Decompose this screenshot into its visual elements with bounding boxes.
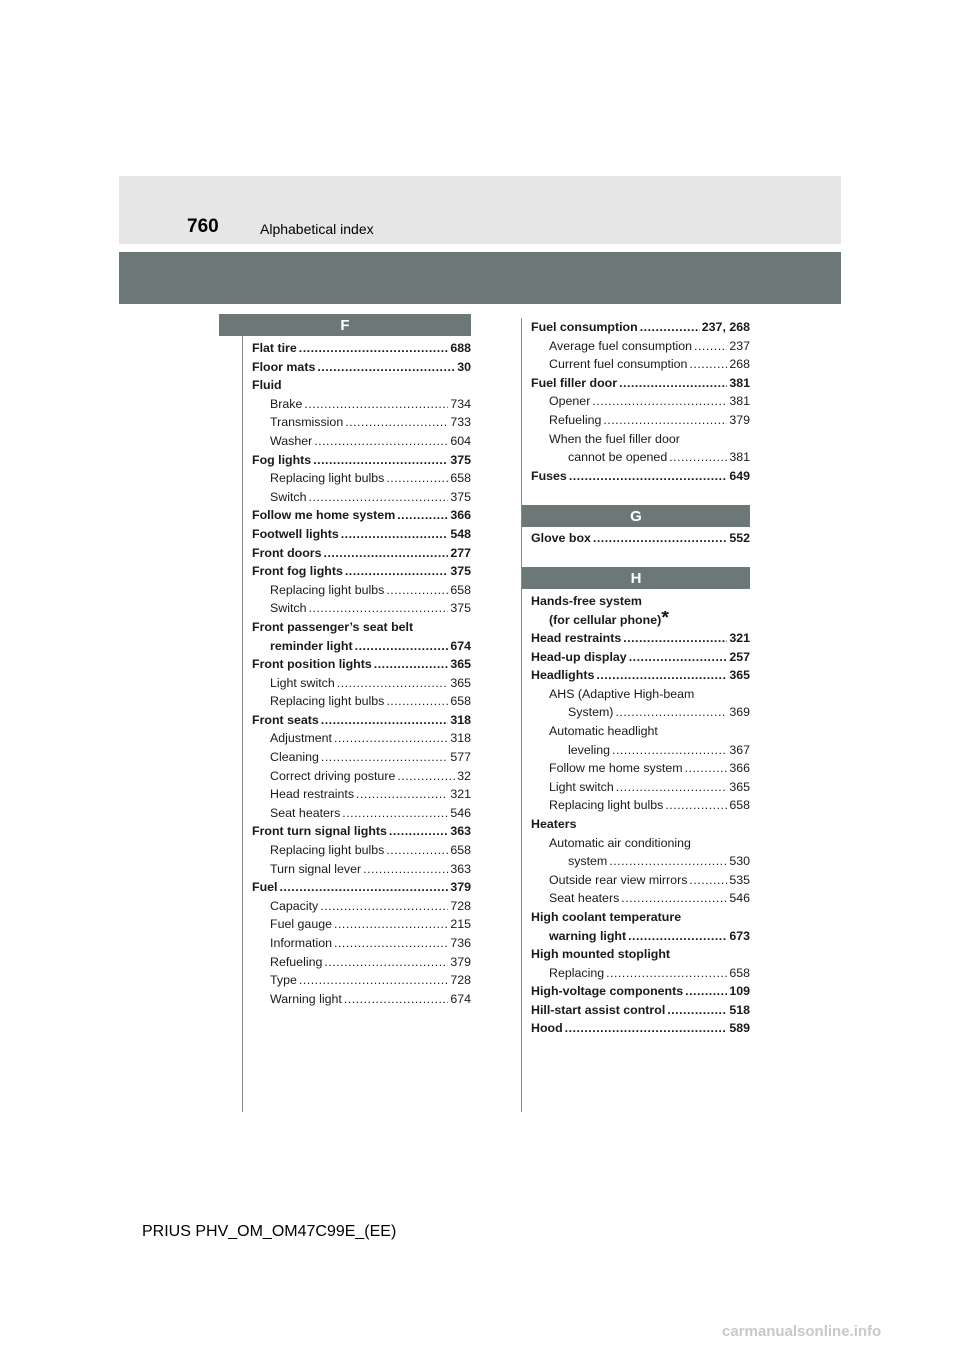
index-entry-label: AHS (Adaptive High-beam (549, 686, 695, 701)
index-entry-continued (531, 703, 750, 722)
index-page-ref[interactable]: 604 (450, 433, 471, 448)
index-page-ref[interactable]: 548 (450, 526, 471, 541)
index-subentry (531, 778, 750, 797)
index-page-ref[interactable]: 658 (450, 694, 471, 709)
index-entry-continued (531, 741, 750, 760)
index-subentry (252, 767, 471, 786)
index-page-ref[interactable]: 365 (729, 779, 750, 794)
letter-heading-f: F (340, 316, 350, 334)
dot-leader (374, 655, 449, 674)
index-page-ref[interactable]: 375 (450, 452, 471, 467)
index-entry (531, 1001, 750, 1020)
index-subentry (531, 834, 750, 853)
index-page-ref[interactable]: 658 (450, 843, 471, 858)
index-entry-label: Fuel consumption (531, 320, 638, 334)
index-entry-label: System) (568, 705, 614, 720)
index-entry-label: Turn signal lever (270, 861, 362, 876)
index-subentry (252, 990, 471, 1009)
index-entry-label: Front seats (252, 712, 319, 727)
page-number: 760 (187, 216, 219, 237)
index-entry (252, 655, 471, 674)
index-entry-label: High mounted stoplight (531, 947, 671, 962)
index-entry-continued (531, 448, 750, 467)
dot-leader (569, 467, 728, 486)
index-entry (252, 562, 471, 581)
index-page-ref[interactable]: 367 (729, 742, 750, 757)
index-subentry (531, 337, 750, 356)
index-entry (531, 318, 750, 337)
index-entry-label: Current fuel consumption (549, 357, 688, 372)
index-page-ref[interactable]: 363 (450, 861, 471, 876)
index-entry-label: Automatic headlight (549, 723, 658, 738)
index-entry-label: Seat heaters (270, 805, 341, 820)
index-subentry (252, 971, 471, 990)
index-subentry (531, 964, 750, 983)
index-entry-label: Outside rear view mirrors (549, 872, 688, 887)
index-subentry (252, 599, 471, 618)
index-entry-label: Fuel filler door (531, 375, 618, 390)
index-entry-label: Hands-free system (531, 594, 642, 608)
index-entry-continued (531, 927, 750, 946)
index-entry-label: Light switch (549, 779, 614, 794)
dot-leader (304, 395, 448, 414)
index-subentry (531, 796, 750, 815)
index-page-ref[interactable]: 658 (729, 965, 750, 980)
index-subentry (252, 841, 471, 860)
dot-leader (314, 432, 448, 451)
dot-leader (596, 666, 727, 685)
dot-leader (682, 430, 748, 449)
index-page-ref[interactable]: 535 (729, 872, 750, 887)
index-entry-label: Front fog lights (252, 564, 343, 579)
index-page-ref[interactable]: 365 (729, 668, 750, 683)
index-entry-label: Front passenger’s seat belt (252, 619, 414, 634)
index-subentry (252, 934, 471, 953)
index-subentry (252, 395, 471, 414)
index-page-ref[interactable]: 237 (729, 338, 750, 353)
index-subentry (252, 674, 471, 693)
index-entry-label: Headlights (531, 668, 595, 683)
index-entry (252, 878, 471, 897)
index-entry (252, 506, 471, 525)
index-entry-label: Correct driving posture (270, 768, 396, 783)
index-entry (252, 358, 471, 377)
index-subentry (252, 953, 471, 972)
index-page-ref[interactable]: 728 (450, 898, 471, 913)
index-page-ref[interactable]: 379 (729, 412, 750, 427)
index-page-ref[interactable]: 381 (729, 375, 750, 390)
index-entry-continued (531, 852, 750, 871)
index-entry-label: High coolant temperature (531, 909, 682, 924)
dot-leader (628, 927, 727, 946)
dot-leader (313, 451, 448, 470)
index-page-ref[interactable]: 658 (450, 471, 471, 486)
index-subentry (531, 722, 750, 741)
index-entry-label: Average fuel consumption (549, 338, 693, 353)
index-entry-label: Head-up display (531, 649, 627, 664)
index-page-ref[interactable]: 379 (450, 880, 471, 895)
index-entry-label: warning light (549, 928, 627, 943)
right-index-h-first (531, 592, 750, 629)
index-page-ref[interactable]: 649 (729, 468, 750, 483)
index-entry-label: Adjustment (270, 731, 332, 746)
dot-leader (299, 971, 448, 990)
index-page-ref[interactable]: 277 (450, 545, 471, 560)
index-page-ref[interactable]: 318 (450, 731, 471, 746)
document-code: PRIUS PHV_OM_OM47C99E_(EE) (142, 1223, 397, 1240)
index-subentry (252, 692, 471, 711)
index-entry-label: Follow me home system (549, 761, 683, 776)
index-page-ref[interactable]: 237, 268 (701, 320, 750, 334)
dot-leader (640, 318, 700, 337)
index-entry (252, 618, 471, 637)
index-subentry (252, 581, 471, 600)
index-entry (531, 592, 750, 611)
index-subentry (531, 392, 750, 411)
dot-leader (619, 374, 727, 393)
dot-leader (386, 841, 448, 860)
index-entry (531, 815, 750, 834)
index-page-ref[interactable]: 369 (729, 705, 750, 720)
dot-leader (344, 990, 448, 1009)
left-column-rule (242, 336, 243, 1112)
index-entry-label: Automatic air conditioning (549, 835, 691, 850)
index-subentry (531, 871, 750, 890)
index-entry-label: Switch (270, 601, 307, 616)
index-entry (252, 544, 471, 563)
index-entry-label: Floor mats (252, 359, 316, 374)
dot-leader (334, 915, 448, 934)
index-entry-label: Type (270, 973, 297, 988)
index-page-ref[interactable]: 379 (450, 954, 471, 969)
index-subentry (252, 785, 471, 804)
index-entry-label: Fog lights (252, 452, 312, 467)
index-entry (531, 908, 750, 927)
index-subentry (252, 729, 471, 748)
dot-leader (345, 413, 448, 432)
index-entry-label: Switch (270, 489, 307, 504)
dot-leader (683, 908, 748, 927)
index-page-ref[interactable]: 381 (729, 394, 750, 409)
index-entry-label: Hill-start assist control (531, 1002, 666, 1017)
dot-leader (342, 804, 448, 823)
index-page-ref[interactable]: 30 (457, 359, 471, 374)
index-entry-label: Washer (270, 433, 313, 448)
index-page-ref[interactable]: 257 (729, 649, 750, 664)
index-subentry (252, 469, 471, 488)
index-page-ref[interactable]: 589 (729, 1021, 750, 1036)
index-entry-label-text: (for cellular phone) (549, 612, 662, 627)
index-entry-label: Refueling (549, 412, 602, 427)
index-entry-label: cannot be opened (568, 450, 668, 465)
index-entry-label: Front position lights (252, 657, 372, 672)
index-entry-label: Replacing light bulbs (270, 843, 385, 858)
index-entry (531, 629, 750, 648)
dot-leader (667, 1001, 727, 1020)
dot-leader (696, 685, 748, 704)
dot-leader (693, 834, 748, 853)
index-page-ref[interactable]: 366 (450, 508, 471, 523)
index-entry-label: Refueling (270, 954, 323, 969)
dot-leader (389, 822, 448, 841)
index-entry (252, 376, 471, 395)
index-entry (252, 339, 471, 358)
index-entry-label: Cleaning (270, 750, 319, 765)
index-subentry (531, 685, 750, 704)
dot-leader (621, 889, 727, 908)
index-entry-continued (252, 637, 471, 656)
dot-leader (612, 741, 727, 760)
index-page-ref[interactable]: 366 (729, 761, 750, 776)
index-entry (531, 467, 750, 486)
index-entry (252, 525, 471, 544)
index-entry-label: Hood (531, 1021, 563, 1036)
dot-leader (317, 358, 455, 377)
index-entry-label: Front turn signal lights (252, 824, 387, 839)
index-page-ref[interactable]: 673 (729, 928, 750, 943)
index-page-ref[interactable]: 518 (729, 1002, 750, 1017)
index-entry-label: Fuel gauge (270, 917, 333, 932)
dot-leader (629, 648, 728, 667)
dot-leader (320, 897, 448, 916)
letter-bar-g (522, 505, 750, 527)
dot-leader (606, 964, 727, 983)
index-page-ref[interactable]: 658 (729, 798, 750, 813)
dot-leader (603, 411, 727, 430)
dot-leader (386, 581, 448, 600)
dot-leader (324, 544, 449, 563)
index-subentry (252, 748, 471, 767)
index-page-ref[interactable]: 546 (450, 805, 471, 820)
dot-leader (397, 506, 448, 525)
index-subentry (252, 860, 471, 879)
letter-heading-g: G (630, 507, 642, 525)
header-dark-band (119, 252, 841, 304)
index-entry (531, 648, 750, 667)
index-entry-label: Fuses (531, 468, 567, 483)
index-page-ref[interactable]: 658 (450, 582, 471, 597)
dot-leader (689, 355, 727, 374)
index-entry (252, 711, 471, 730)
dot-leader (415, 618, 469, 637)
index-entry-label: Footwell lights (252, 526, 339, 541)
index-entry-label: Replacing light bulbs (270, 694, 385, 709)
index-page-ref[interactable]: 321 (450, 787, 471, 802)
index-entry-label: Light switch (270, 675, 335, 690)
dot-leader (592, 392, 727, 411)
dot-leader (660, 722, 748, 741)
index-subentry (252, 488, 471, 507)
index-entry-label: Replacing (549, 965, 605, 980)
index-page-ref[interactable]: 318 (450, 712, 471, 727)
index-page-ref[interactable]: 375 (450, 489, 471, 504)
index-page-ref[interactable]: 577 (450, 750, 471, 765)
index-page-ref[interactable]: 363 (450, 824, 471, 839)
index-entry-label: Head restraints (531, 631, 622, 645)
index-entry-label: Replacing light bulbs (549, 798, 664, 813)
index-entry-label: Replacing light bulbs (270, 471, 385, 486)
dot-leader (321, 711, 449, 730)
index-entry-label: High-voltage components (531, 984, 684, 999)
dot-leader (284, 376, 469, 395)
index-entry-continued (531, 611, 750, 630)
index-entry-label: Flat tire (252, 341, 297, 355)
index-page-ref[interactable]: 552 (729, 531, 750, 545)
index-page-ref[interactable]: 734 (450, 396, 471, 411)
section-title: Alphabetical index (260, 221, 374, 237)
index-page-ref[interactable]: 365 (450, 657, 471, 672)
dot-leader (355, 637, 449, 656)
dot-leader (341, 525, 449, 544)
index-entry (531, 1019, 750, 1038)
index-page-ref[interactable]: 688 (450, 341, 471, 355)
index-entry-label: Fluid (252, 378, 282, 393)
index-entry-label: Opener (549, 394, 591, 409)
index-entry (252, 822, 471, 841)
index-entry-label (549, 611, 669, 630)
dot-leader (337, 674, 449, 693)
index-page-ref[interactable]: 674 (450, 991, 471, 1006)
index-entry-label: Transmission (270, 415, 344, 430)
dot-leader (669, 448, 727, 467)
dot-leader (685, 982, 727, 1001)
dot-leader (324, 953, 448, 972)
dot-leader (345, 562, 448, 581)
right-column-rule (521, 318, 522, 1112)
index-entry (531, 982, 750, 1001)
index-subentry (252, 804, 471, 823)
index-page-ref[interactable]: 215 (450, 917, 471, 932)
index-entry (531, 374, 750, 393)
dot-leader (397, 767, 455, 786)
dot-leader (694, 337, 727, 356)
index-entry-label: reminder light (270, 638, 353, 653)
letter-heading-h: H (630, 569, 642, 587)
index-page-ref[interactable]: 365 (450, 675, 471, 690)
index-entry-label: Warning light (270, 991, 342, 1006)
index-page-ref[interactable]: 728 (450, 973, 471, 988)
index-entry-label: leveling (568, 742, 611, 757)
dot-leader (356, 785, 448, 804)
dot-leader (321, 748, 448, 767)
dot-leader (578, 815, 748, 834)
index-subentry (531, 411, 750, 430)
dot-leader (363, 860, 448, 879)
index-page-ref[interactable]: 32 (457, 768, 471, 783)
index-page-ref[interactable]: 674 (450, 638, 471, 653)
index-entry-label: Front doors (252, 545, 322, 560)
right-index-f-continued (531, 318, 750, 485)
index-entry-label: Glove box (531, 531, 591, 545)
index-entry-label: When the fuel filler door (549, 431, 680, 446)
dot-leader (665, 796, 727, 815)
index-entry-label: Fuel (252, 880, 278, 895)
watermark: carmanualsonline.info (722, 1323, 882, 1340)
index-page-ref[interactable]: 733 (450, 415, 471, 430)
dot-leader (565, 1019, 728, 1038)
index-entry-label: Replacing light bulbs (270, 582, 385, 597)
index-entry (531, 666, 750, 685)
dot-leader (593, 529, 727, 548)
index-page-ref[interactable]: 321 (729, 631, 750, 645)
index-page-ref[interactable]: 530 (729, 854, 750, 869)
dot-leader (689, 871, 727, 890)
index-page-ref[interactable]: 736 (450, 936, 471, 950)
dot-leader (609, 852, 727, 871)
header-bar (119, 176, 841, 244)
index-subentry (252, 915, 471, 934)
index-subentry (531, 759, 750, 778)
index-entry-label: Brake (270, 396, 303, 411)
letter-bar-h (522, 567, 750, 589)
index-page-ref[interactable]: 546 (729, 891, 750, 906)
dot-leader (279, 878, 448, 897)
index-entry-label: Head restraints (270, 787, 355, 802)
letter-bar-f (219, 314, 471, 336)
index-page-ref[interactable]: 268 (729, 357, 750, 372)
index-entry-label: Heaters (531, 816, 577, 831)
index-subentry (252, 897, 471, 916)
index-page-ref[interactable]: 375 (450, 601, 471, 616)
dot-leader (334, 934, 448, 953)
dot-leader (299, 339, 449, 358)
index-entry-label: Capacity (270, 898, 319, 913)
index-entry-label: Seat heaters (549, 891, 620, 906)
left-index-column (252, 339, 471, 1008)
index-page-ref[interactable]: 375 (450, 564, 471, 579)
dot-leader (386, 469, 448, 488)
index-entry-label: system (568, 854, 608, 869)
dot-leader (615, 703, 727, 722)
dot-leader (309, 488, 449, 507)
index-page-ref[interactable]: 381 (729, 450, 750, 465)
footnote-asterisk: * (661, 610, 670, 629)
index-entry-label: Follow me home system (252, 508, 396, 523)
index-subentry (252, 432, 471, 451)
dot-leader (309, 599, 449, 618)
index-subentry (252, 413, 471, 432)
index-page-ref[interactable]: 109 (729, 984, 750, 999)
dot-leader (386, 692, 448, 711)
dot-leader (616, 778, 728, 797)
index-entry-label: Information (270, 936, 332, 950)
index-entry (531, 945, 750, 964)
index-subentry (531, 430, 750, 449)
index-subentry (531, 889, 750, 908)
index-entry (252, 451, 471, 470)
dot-leader (623, 629, 727, 648)
index-entry (531, 529, 750, 548)
dot-leader (334, 729, 448, 748)
right-index-g (531, 529, 750, 548)
dot-leader (685, 759, 728, 778)
dot-leader (672, 945, 748, 964)
right-index-h (531, 629, 750, 1038)
index-subentry (531, 355, 750, 374)
